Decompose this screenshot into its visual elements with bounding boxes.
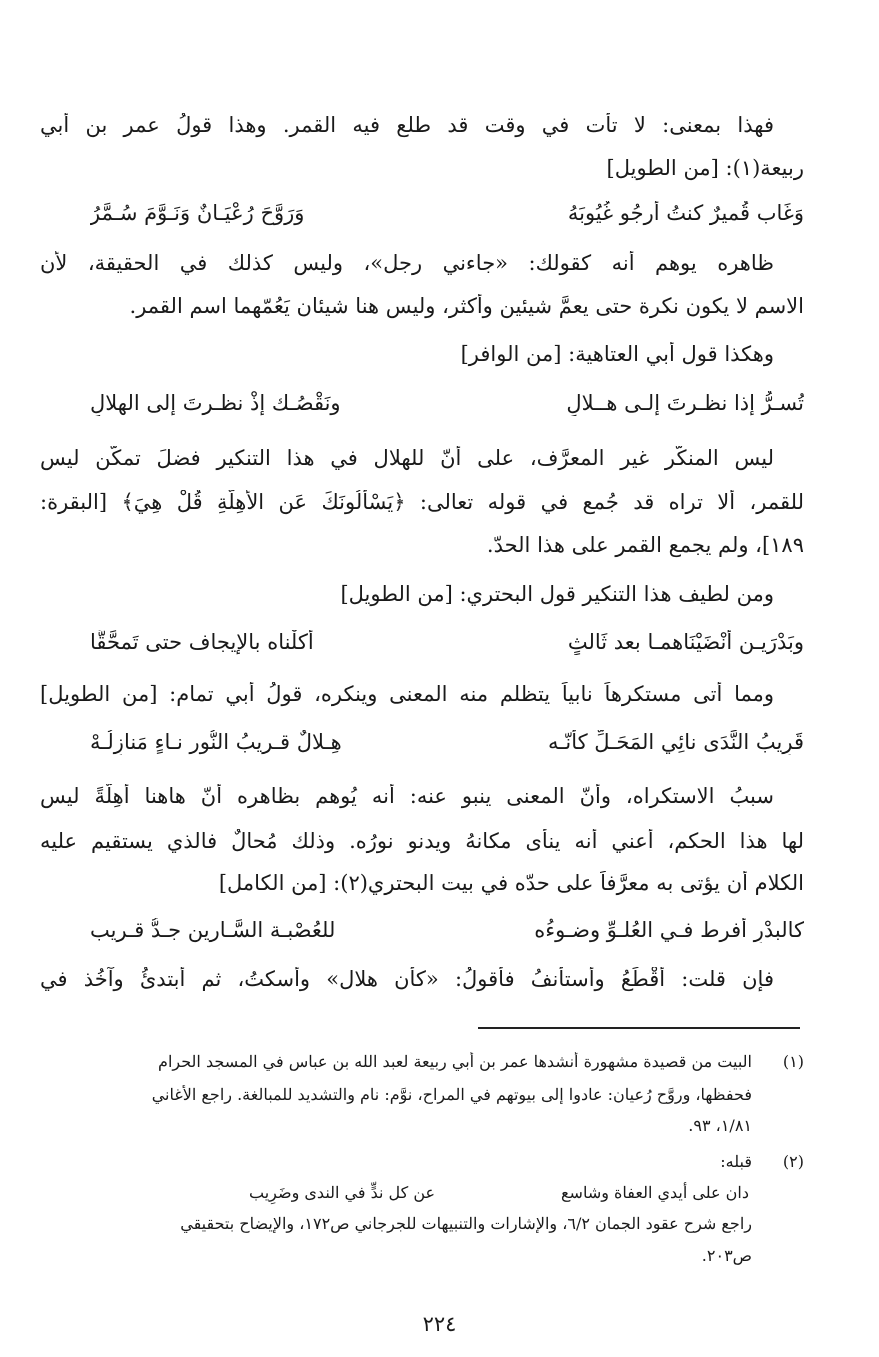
hemistich-first: كالبدْرِ أفرط فـي العُلـوِّ وضـوءُه (534, 918, 804, 942)
text-line-p4-l2: للقمر، ألا تراه قد جُمع في قوله تعالى: ﴿يَسْأَلُونَكَ عَنِ الأَهِلَّةِ قُلْ هِيَ﴾ [البقرة: (40, 490, 804, 514)
hemistich-first: وبَدْرَيـن أَنْضَيْنَاهمـا بعد ثَالثٍ (567, 630, 804, 654)
text-line-p2-l1: ظاهره يوهم أنه كقولك: «جاءني رجل»، وليس كذلك في الحقيقة، لأن (40, 251, 774, 275)
footnote-poem (249, 1183, 749, 1202)
hemistich-second: وَرَوَّحَ رُعْيَـانٌ وَنَـوَّمَ سُـمَّرُ (90, 201, 305, 225)
text-line-p7-l2: لها هذا الحكم، أعني أنه ينأى مكانهُ ويدنو نورُه. وذلك مُحالٌ فالذي يستقيم عليه (40, 829, 804, 853)
text-line-p3: وهكذا قول أبي العتاهية: [من الوافر] (460, 342, 774, 366)
footnote-line-fn1-l1 (40, 1052, 804, 1071)
footnote-number: (١) (782, 1052, 804, 1071)
footnote-text: فحفظها، وروَّح رُعيان: عادوا إلى بيوتهم في المراح، نوَّم: نام والتشديد للمبالغة. راجع الأغاني (151, 1085, 752, 1104)
hemistich-first: وَغَاب قُميرٌ كنتُ أرجُو غُيُوبَهُ (567, 201, 804, 225)
footnote-text: البيت من قصيدة مشهورة أنشدها عمر بن أبي ربيعة لعبد الله بن عباس في المسجد الحرام (158, 1052, 752, 1071)
text-line-p5: ومن لطيف هذا التنكير قول البحتري: [من الطويل] (340, 582, 774, 606)
hemistich-second: للعُصْبـة السَّـارين جـدُّ قـريب (90, 918, 336, 942)
footnote-line-fn1-l3 (40, 1116, 804, 1135)
footnote-line-fn1-l2 (40, 1085, 804, 1104)
hemistich-second: هِـلالٌ قـريبُ النُّور نـاءٍ مَنازِلُـهْ (90, 730, 342, 754)
text-line-p7-l3: الكلام أن يؤتى به معرَّفاً على حدّه في بيت البحتري(٢): [من الكامل] (218, 871, 804, 895)
footnote-line-fn2-l4 (40, 1246, 804, 1265)
poem-verse-4 (90, 730, 804, 755)
footnote-text: ص٢٠٣. (701, 1246, 752, 1265)
hemistich-second: أكلْناه بالإيجاف حتى تَمحَّقَّا (90, 630, 314, 654)
text-line-p2-l2: الاسم لا يكون نكرة حتى يعمَّ شيئين وأكثر، وليس هنا شيئان يَعُمّهما اسم القمر. (129, 294, 804, 318)
footnote-separator (478, 1027, 800, 1029)
footnote-text: قبله: (720, 1152, 752, 1171)
poem-verse-1 (90, 201, 804, 226)
text-line-p4-l1: ليس المنكَّر غير المعرَّف، على أنّ للهلال في هذا التنكير فضلَ تمكُّنٍ ليس (40, 446, 774, 470)
text-line-p7-l1: سببُ الاستكراه، وأنّ المعنى ينبو عنه: أنه يُوهم بظاهره أنّ هاهنا أهِلَّةً ليس (40, 784, 774, 808)
text-line-p6: ومما أتى مستكرهاً نابياً يتظلم منه المعنى وينكره، قولُ أبي تمام: [من الطويل] (40, 682, 774, 706)
text-line-p1-l1: فهذا بمعنى: لا تأت في وقت قد طلع فيه القمر. وهذا قولُ عمر بن أبي (40, 113, 774, 137)
hemistich-first: تُسـرُّ إذا نظـرتَ إلـى هــلالٍ (566, 391, 804, 415)
hemistich-first: قَرِيبُ النَّدَى نائِي المَحَـلِّ كأنّـه (547, 730, 804, 754)
text-line-p1-l2: ربيعة(١): [من الطويل] (606, 156, 804, 180)
footnote-text: راجع شرح عقود الجمان ٦/٢، والإشارات والتنبيهات للجرجاني ص١٧٢، والإيضاح بتحقيقي (180, 1214, 752, 1233)
hemistich-first: دان على أيدي العفاة وشاسع (561, 1183, 749, 1202)
poem-verse-3 (90, 630, 804, 655)
hemistich-second: ونَقْصُـك إذْ نظـرتَ إلى الهلالِ (90, 391, 341, 415)
page-number: ٢٢٤ (422, 1312, 457, 1336)
text-line-p4-l3: ١٨٩]، ولم يجمع القمر على هذا الحدّ. (486, 533, 804, 557)
poem-verse-2 (90, 391, 804, 416)
footnote-line-fn2-l1 (40, 1152, 804, 1171)
text-line-p8: فإن قلت: أَقْطَعُ وأستأنفُ فأقولُ: «كأن هلال» وأسكتُ، ثم أبتدئُ وآخُذ في (40, 967, 774, 991)
footnote-text: ١/٨١، ٩٣. (688, 1116, 752, 1135)
hemistich-second: عن كل ندٍّ في الندى وضَرِيب (249, 1183, 436, 1202)
poem-verse-5 (90, 918, 804, 943)
footnote-line-fn2-l3 (40, 1214, 804, 1233)
footnote-number: (٢) (782, 1152, 804, 1171)
